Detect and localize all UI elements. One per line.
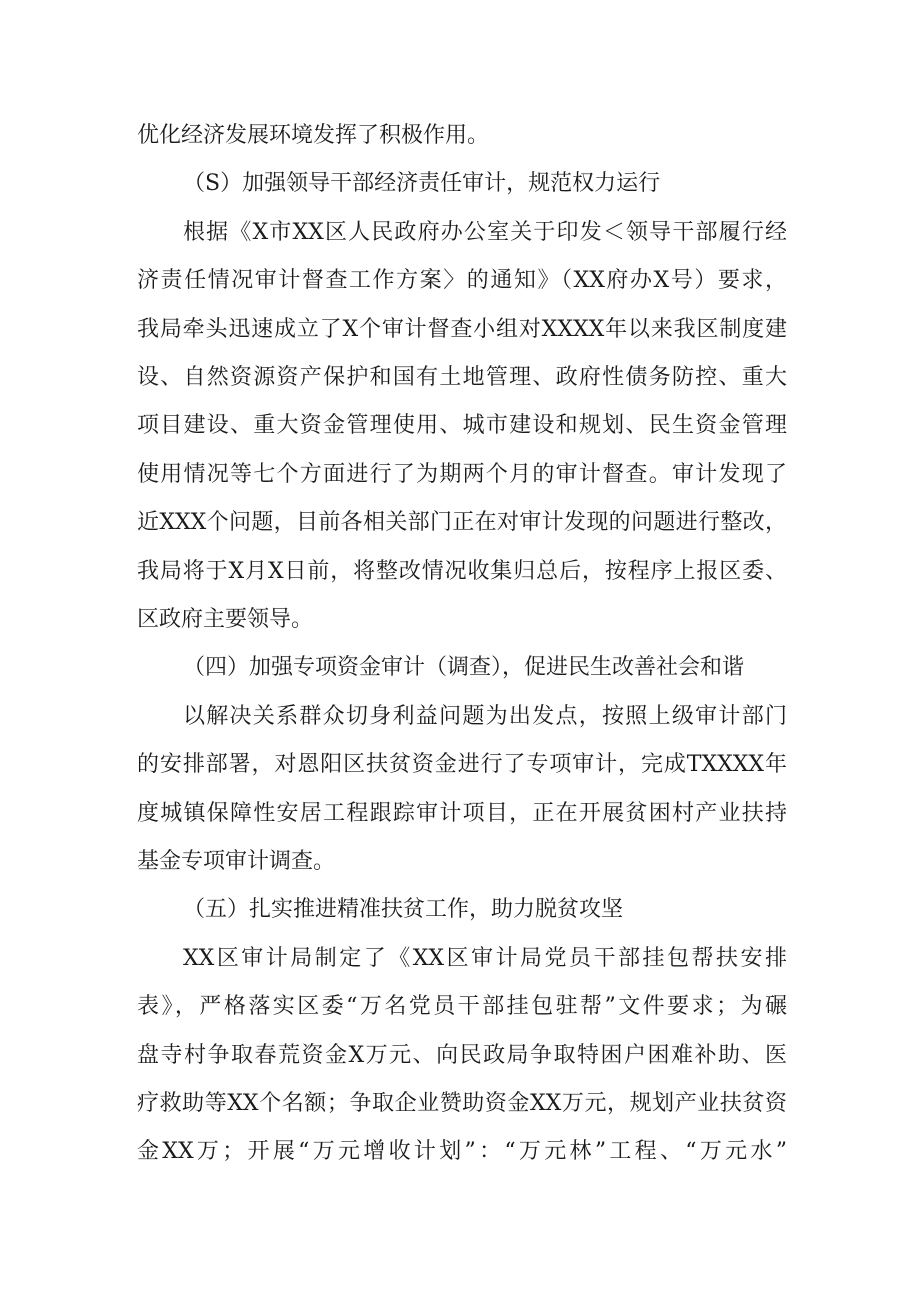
body-line: 我局牵头迅速成立了X个审计督查小组对XXXX年以来我区制度建 xyxy=(137,317,787,342)
body-line: XX区审计局制定了《XX区审计局党员干部挂包帮扶安排 xyxy=(183,946,787,971)
body-line: 疗救助等XX个名额；争取企业赞助资金XX万元，规划产业扶贫资 xyxy=(137,1091,787,1116)
section-heading: （四）加强专项资金审计（调查），促进民生改善社会和谐 xyxy=(183,655,745,680)
body-line: 盘寺村争取春荒资金X万元、向民政局争取特困户困难补助、医 xyxy=(137,1043,787,1068)
body-line: 我局将于X月X日前，将整改情况收集归总后，按程序上报区委、 xyxy=(137,559,787,584)
body-line: 使用情况等七个方面进行了为期两个月的审计督查。审计发现了 xyxy=(137,462,787,487)
body-line: 项目建设、重大资金管理使用、城市建设和规划、民生资金管理 xyxy=(137,413,787,438)
body-line: 表》，严格落实区委“万名党员干部挂包驻帮”文件要求；为碾 xyxy=(137,994,787,1019)
body-line: 近XXX个问题，目前各相关部门正在对审计发现的问题进行整改， xyxy=(137,510,787,535)
body-line: 优化经济发展环境发挥了积极作用。 xyxy=(137,123,490,148)
body-line: 的安排部署，对恩阳区扶贫资金进行了专项审计，完成TXXXX年 xyxy=(137,752,787,777)
section-heading: （五）扎实推进精准扶贫工作，助力脱贫攻坚 xyxy=(183,897,624,922)
body-line: 以解决关系群众切身利益问题为出发点，按照上级审计部门 xyxy=(183,704,787,729)
body-line: 设、自然资源资产保护和国有土地管理、政府性债务防控、重大 xyxy=(137,365,787,390)
body-line: 根据《X市XX区人民政府办公室关于印发＜领导干部履行经 xyxy=(183,220,787,245)
body-line: 金XX万；开展“万元增收计划”：“万元林”工程、“万元水” xyxy=(137,1139,787,1164)
body-line: 度城镇保障性安居工程跟踪审计项目，正在开展贫困村产业扶持 xyxy=(137,801,787,826)
section-heading: （S）加强领导干部经济责任审计，规范权力运行 xyxy=(183,171,661,196)
body-line: 区政府主要领导。 xyxy=(137,607,314,632)
body-line: 基金专项审计调查。 xyxy=(137,849,336,874)
body-line: 济责任情况审计督查工作方案〉的通知》（XX府办X号）要求， xyxy=(137,268,787,293)
